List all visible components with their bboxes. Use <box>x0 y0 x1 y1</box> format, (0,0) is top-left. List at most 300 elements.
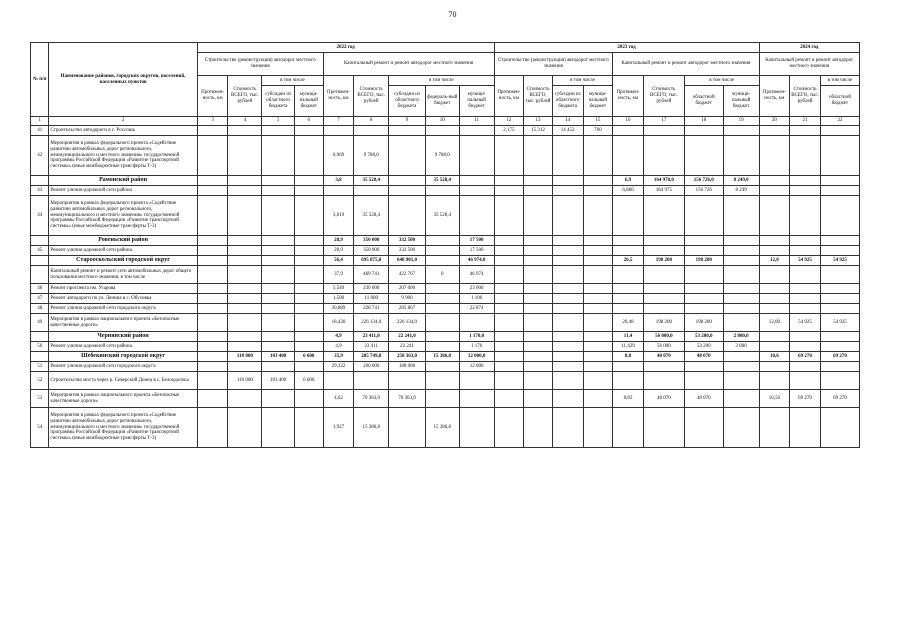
cell-col-18 <box>684 362 723 372</box>
cell-col-8: 350 000 <box>354 246 389 256</box>
cell-col-6: 6 600 <box>294 352 323 362</box>
district-subtotal-row <box>31 176 860 186</box>
header-cost: Стоимость ВСЕГО, тыс. рублей <box>790 76 821 117</box>
cell-col-9 <box>389 176 426 186</box>
cell-col-10 <box>425 126 459 136</box>
cell-col-17: 56 000,0 <box>643 332 684 342</box>
cell-col-9: 332 500 <box>389 236 426 246</box>
cell-col-14 <box>552 284 583 294</box>
column-number: 13 <box>524 117 553 126</box>
cell-col-4 <box>228 266 262 284</box>
cell-col-17 <box>643 236 684 246</box>
cell-col-19 <box>723 126 759 136</box>
cell-col-11: 22 874 <box>459 304 494 314</box>
row-number: 51 <box>31 362 49 372</box>
cell-col-7: 3,819 <box>323 196 354 236</box>
cell-col-6 <box>294 266 323 284</box>
cell-col-21 <box>790 362 821 372</box>
cell-col-4 <box>228 256 262 266</box>
cell-col-11: 46 974 <box>459 266 494 284</box>
header-cost: Стоимость ВСЕГО, тыс. рублей <box>228 76 262 117</box>
cell-col-4 <box>228 136 262 176</box>
row-name: Старооскольский городской округ <box>49 256 197 266</box>
column-number: 21 <box>790 117 821 126</box>
cell-col-7 <box>323 126 354 136</box>
cell-col-7: 29,322 <box>323 362 354 372</box>
header-construction-2022: Строительство (реконструкция) автодорог местного значения <box>197 53 323 76</box>
cell-col-6 <box>294 186 323 196</box>
cell-col-5 <box>262 332 295 342</box>
cell-col-13 <box>524 304 553 314</box>
cell-col-11: 12 000,0 <box>459 352 494 362</box>
cell-col-20 <box>759 136 790 176</box>
cell-col-5 <box>262 176 295 186</box>
row-name: Строительство автодороги в с. Россошь <box>49 126 197 136</box>
cell-col-16: 8,83 <box>613 390 644 408</box>
row-name: Строительство моста через р. Северский Донец в с. Белоодолока <box>49 372 197 390</box>
cell-col-22 <box>820 372 859 390</box>
cell-col-6 <box>294 126 323 136</box>
row-number: 50 <box>31 342 49 352</box>
table-row <box>31 372 860 390</box>
cell-col-21 <box>790 266 821 284</box>
cell-col-8: 695 875,0 <box>354 256 389 266</box>
cell-col-16 <box>613 136 644 176</box>
cell-col-16 <box>613 236 644 246</box>
cell-col-9: 226 134,0 <box>389 314 426 332</box>
cell-col-14 <box>552 266 583 284</box>
cell-col-18 <box>684 372 723 390</box>
cell-col-13 <box>524 352 553 362</box>
cell-col-14 <box>552 408 583 448</box>
cell-col-15 <box>583 136 613 176</box>
row-name: Ремонт улично-дорожной сети района <box>49 342 197 352</box>
cell-col-20 <box>759 176 790 186</box>
cell-col-19 <box>723 196 759 236</box>
cell-col-8: 11 000 <box>354 294 389 304</box>
cell-col-18: 48 070 <box>684 390 723 408</box>
header-length: Протяжен-ность, км <box>323 76 354 117</box>
cell-col-7: 56,4 <box>323 256 354 266</box>
cell-col-7: 1,500 <box>323 294 354 304</box>
cell-col-11 <box>459 314 494 332</box>
cell-col-13 <box>524 176 553 186</box>
cell-col-7: 18,430 <box>323 314 354 332</box>
row-name: Шебекинский городской округ <box>49 352 197 362</box>
column-number: 15 <box>583 117 613 126</box>
column-number: 9 <box>389 117 426 126</box>
cell-col-19 <box>723 362 759 372</box>
header-cost: Стоимость ВСЕГО, тыс. рублей <box>643 76 684 117</box>
row-number: 48 <box>31 304 49 314</box>
district-subtotal-row <box>31 352 860 362</box>
cell-col-5 <box>262 408 295 448</box>
header-subsidy-regional: субсидии из областного бюджета <box>262 86 295 117</box>
column-number: 8 <box>354 117 389 126</box>
cell-col-16: 11,4 <box>613 332 644 342</box>
row-number <box>31 352 49 362</box>
table-row <box>31 362 860 372</box>
cell-col-18: 48 070 <box>684 352 723 362</box>
cell-col-3 <box>197 314 228 332</box>
cell-col-22: 54 925 <box>820 256 859 266</box>
cell-col-20 <box>759 304 790 314</box>
cell-col-12 <box>494 236 524 246</box>
cell-col-22 <box>820 284 859 294</box>
cell-col-5 <box>262 246 295 256</box>
cell-col-7: 28,9 <box>323 246 354 256</box>
row-name: Чернянский район <box>49 332 197 342</box>
cell-col-20 <box>759 408 790 448</box>
cell-col-9: 258 363,0 <box>389 352 426 362</box>
header-cost: Стоимость ВСЕГО, тыс. рублей <box>524 76 553 117</box>
cell-col-10 <box>425 372 459 390</box>
district-subtotal-row <box>31 256 860 266</box>
cell-col-19 <box>723 256 759 266</box>
row-name: Ремонт улично-дорожной сети городского округа <box>49 362 197 372</box>
cell-col-12 <box>494 294 524 304</box>
cell-col-17: 48 070 <box>643 352 684 362</box>
cell-col-10 <box>425 314 459 332</box>
cell-col-14 <box>552 186 583 196</box>
table-body <box>31 126 860 448</box>
cell-col-16 <box>613 372 644 390</box>
cell-col-20 <box>759 294 790 304</box>
cell-col-15 <box>583 352 613 362</box>
column-number: 12 <box>494 117 524 126</box>
cell-col-6 <box>294 314 323 332</box>
cell-col-15 <box>583 390 613 408</box>
cell-col-7: 30,889 <box>323 304 354 314</box>
cell-col-20 <box>759 196 790 236</box>
header-subsidy-regional: субсидии из областного бюджета <box>389 86 426 117</box>
row-name: Мероприятия в рамках федерального проекта «Содействие развитию автомобильных дорог регионального, межмуниципального и местного значения» государственной программы Российской Федерации «Развитие транспортной системы» (иные межбюджетные трансферты Т-3) <box>49 136 197 176</box>
cell-col-9 <box>389 126 426 136</box>
cell-col-7: 4,9 <box>323 342 354 352</box>
row-number <box>31 332 49 342</box>
cell-col-16: 20,48 <box>613 314 644 332</box>
row-name: Ремонт улично-дорожной сети городского округа <box>49 304 197 314</box>
cell-col-20 <box>759 332 790 342</box>
row-name: Мероприятия в рамках федерального проекта «Содействие развитию автомобильных дорог регионального, межмуниципального и местного значения» государственной программы Российской Федерации «Развитие транспортной системы» (иные межбюджетные трансферты Т-3) <box>49 408 197 448</box>
cell-col-10 <box>425 342 459 352</box>
cell-col-7: 5,540 <box>323 284 354 294</box>
row-number: 46 <box>31 284 49 294</box>
row-name: Ровеньский район <box>49 236 197 246</box>
cell-col-13 <box>524 236 553 246</box>
cell-col-19: 8 249 <box>723 186 759 196</box>
header-repair-2024: Капитальный ремонт и ремонт автодорог местного значения <box>759 53 860 76</box>
cell-col-3 <box>197 256 228 266</box>
cell-col-22 <box>820 332 859 342</box>
cell-col-3 <box>197 196 228 236</box>
cell-col-9 <box>389 408 426 448</box>
row-name: Рамонский район <box>49 176 197 186</box>
cell-col-21: 54 925 <box>790 314 821 332</box>
cell-col-20 <box>759 236 790 246</box>
cell-col-19 <box>723 408 759 448</box>
table-row <box>31 304 860 314</box>
row-number <box>31 176 49 186</box>
cell-col-5 <box>262 266 295 284</box>
cell-col-17 <box>643 372 684 390</box>
header-including: в том числе <box>262 76 323 86</box>
cell-col-17: 198 200 <box>643 314 684 332</box>
cell-col-20 <box>759 284 790 294</box>
cell-col-4 <box>228 284 262 294</box>
header-municipal: муници-пальный бюджет <box>723 86 759 117</box>
cell-col-5: 103 400 <box>262 352 295 362</box>
cell-col-4 <box>228 186 262 196</box>
cell-col-4 <box>228 236 262 246</box>
cell-col-8: 230 000 <box>354 284 389 294</box>
cell-col-6: 6 600 <box>294 372 323 390</box>
header-length: Протяжен-ность, км <box>759 76 790 117</box>
column-number: 10 <box>425 117 459 126</box>
column-number: 3 <box>197 117 228 126</box>
cell-col-10: 15 386,8 <box>425 352 459 362</box>
cell-col-15 <box>583 196 613 236</box>
cell-col-4: 110 000 <box>228 352 262 362</box>
cell-col-17: 56 000 <box>643 342 684 352</box>
row-name: Капитальный ремонт и ремонт сети автомобильных дорог общего пользования местного значения, в том числе <box>49 266 197 284</box>
cell-col-20 <box>759 342 790 352</box>
cell-col-6 <box>294 408 323 448</box>
cell-col-10: 15 386,8 <box>425 408 459 448</box>
cell-col-15 <box>583 294 613 304</box>
cell-col-12 <box>494 332 524 342</box>
cell-col-19 <box>723 294 759 304</box>
cell-col-8: 23 411 <box>354 342 389 352</box>
cell-col-18 <box>684 126 723 136</box>
cell-col-13 <box>524 372 553 390</box>
cell-col-10 <box>425 236 459 246</box>
cell-col-14 <box>552 136 583 176</box>
cell-col-17 <box>643 408 684 448</box>
row-number: 53 <box>31 390 49 408</box>
row-number <box>31 266 49 284</box>
header-no: № п/п <box>31 43 49 117</box>
cell-col-11: 23 000 <box>459 284 494 294</box>
cell-col-13 <box>524 284 553 294</box>
cell-col-4: 110 000 <box>228 372 262 390</box>
cell-col-17: 164 975 <box>643 186 684 196</box>
row-number: 52 <box>31 372 49 390</box>
cell-col-9: 9 900 <box>389 294 426 304</box>
cell-col-7: 37,9 <box>323 266 354 284</box>
cell-col-3 <box>197 390 228 408</box>
table-row <box>31 186 860 196</box>
header-municipal: муници-пальный бюджет <box>459 86 494 117</box>
cell-col-17 <box>643 362 684 372</box>
cell-col-14 <box>552 294 583 304</box>
cell-col-10 <box>425 332 459 342</box>
row-number: 44 <box>31 196 49 236</box>
cell-col-3 <box>197 186 228 196</box>
header-federal: федераль-ный бюджет <box>425 86 459 117</box>
cell-col-5 <box>262 390 295 408</box>
table-header <box>31 43 860 126</box>
cell-col-18: 198 200 <box>684 256 723 266</box>
cell-col-22 <box>820 246 859 256</box>
cell-col-9 <box>389 196 426 236</box>
cell-col-12 <box>494 284 524 294</box>
cell-col-17: 48 070 <box>643 390 684 408</box>
cell-col-5 <box>262 362 295 372</box>
cell-col-18 <box>684 236 723 246</box>
cell-col-6 <box>294 246 323 256</box>
row-number <box>31 236 49 246</box>
header-including: в том числе <box>684 76 759 86</box>
cell-col-11: 1 170,0 <box>459 332 494 342</box>
cell-col-8: 35 528,4 <box>354 176 389 186</box>
cell-col-11 <box>459 372 494 390</box>
cell-col-14 <box>552 256 583 266</box>
cell-col-3 <box>197 408 228 448</box>
cell-col-12 <box>494 136 524 176</box>
cell-col-17 <box>643 304 684 314</box>
page-number: 70 <box>448 10 457 19</box>
cell-col-9: 207 000 <box>389 284 426 294</box>
cell-col-15 <box>583 246 613 256</box>
cell-col-13 <box>524 256 553 266</box>
cell-col-3 <box>197 246 228 256</box>
cell-col-3 <box>197 352 228 362</box>
cell-col-21 <box>790 284 821 294</box>
cell-col-3 <box>197 266 228 284</box>
header-regional: областной бюджет <box>684 86 723 117</box>
cell-col-16 <box>613 294 644 304</box>
row-number: 42 <box>31 136 49 176</box>
cell-col-5 <box>262 342 295 352</box>
cell-col-9: 70 363,0 <box>389 390 426 408</box>
cell-col-21: 69 270 <box>790 352 821 362</box>
table-row <box>31 136 860 176</box>
cell-col-5 <box>262 126 295 136</box>
cell-col-3 <box>197 342 228 352</box>
cell-col-22 <box>820 304 859 314</box>
cell-col-4 <box>228 246 262 256</box>
cell-col-13 <box>524 136 553 176</box>
cell-col-14 <box>552 196 583 236</box>
row-name: Мероприятия в рамках национального проекта «Безопасные качественные дороги» <box>49 314 197 332</box>
cell-col-4 <box>228 314 262 332</box>
cell-col-6 <box>294 284 323 294</box>
header-subsidy-regional: субсидии из областного бюджета <box>552 86 583 117</box>
table-row <box>31 196 860 236</box>
cell-col-16 <box>613 408 644 448</box>
cell-col-10 <box>425 284 459 294</box>
table-row <box>31 314 860 332</box>
header-length: Протяжен-ность, км <box>613 76 644 117</box>
cell-col-11 <box>459 390 494 408</box>
row-number: 47 <box>31 294 49 304</box>
cell-col-18 <box>684 284 723 294</box>
cell-col-14 <box>552 352 583 362</box>
cell-col-15 <box>583 314 613 332</box>
cell-col-19 <box>723 352 759 362</box>
cell-col-18 <box>684 136 723 176</box>
cell-col-4 <box>228 294 262 304</box>
header-municipal: муници-пальный бюджет <box>294 86 323 117</box>
cell-col-18 <box>684 266 723 284</box>
row-number: 49 <box>31 314 49 332</box>
cell-col-16: 20,5 <box>613 256 644 266</box>
cell-col-18 <box>684 408 723 448</box>
cell-col-17 <box>643 246 684 256</box>
cell-col-11 <box>459 186 494 196</box>
header-construction-2023: Строительство (реконструкция) автодорог местного значения <box>494 53 613 76</box>
cell-col-12 <box>494 372 524 390</box>
cell-col-5 <box>262 304 295 314</box>
cell-col-4 <box>228 390 262 408</box>
cell-col-20 <box>759 372 790 390</box>
table-row <box>31 408 860 448</box>
cell-col-16 <box>613 362 644 372</box>
cell-col-21: 69 270 <box>790 390 821 408</box>
cell-col-4 <box>228 342 262 352</box>
cell-col-5 <box>262 136 295 176</box>
cell-col-21 <box>790 196 821 236</box>
cell-col-9 <box>389 186 426 196</box>
cell-col-5: 103 400 <box>262 372 295 390</box>
cell-col-19 <box>723 390 759 408</box>
cell-col-19 <box>723 372 759 390</box>
cell-col-21 <box>790 332 821 342</box>
cell-col-14 <box>552 332 583 342</box>
cell-col-16 <box>613 284 644 294</box>
cell-col-19: 2 800 <box>723 342 759 352</box>
cell-col-20: 12,0 <box>759 256 790 266</box>
cell-col-15: 760 <box>583 126 613 136</box>
cell-col-12 <box>494 266 524 284</box>
column-number: 7 <box>323 117 354 126</box>
cell-col-13 <box>524 362 553 372</box>
row-number: 54 <box>31 408 49 448</box>
cell-col-10 <box>425 294 459 304</box>
cell-col-20 <box>759 186 790 196</box>
cell-col-3 <box>197 136 228 176</box>
row-name: Мероприятия в рамках федерального проекта «Содействие развитию автомобильных дорог регионального, межмуниципального и местного значения» государственной программы Российской Федерации «Развитие транспортной системы» (иные межбюджетные трансферты Т-3) <box>49 196 197 236</box>
table-row <box>31 126 860 136</box>
cell-col-12 <box>494 176 524 186</box>
cell-col-14 <box>552 236 583 246</box>
cell-col-21 <box>790 246 821 256</box>
cell-col-18: 53 200,0 <box>684 332 723 342</box>
table-row <box>31 390 860 408</box>
cell-col-10 <box>425 186 459 196</box>
cell-col-5 <box>262 196 295 236</box>
cell-col-20 <box>759 266 790 284</box>
cell-col-16 <box>613 246 644 256</box>
cell-col-13: 15 212 <box>524 126 553 136</box>
cell-col-16 <box>613 126 644 136</box>
cell-col-21 <box>790 294 821 304</box>
cell-col-10 <box>425 256 459 266</box>
cell-col-5 <box>262 314 295 332</box>
cell-col-13 <box>524 342 553 352</box>
cell-col-22 <box>820 186 859 196</box>
cell-col-19 <box>723 304 759 314</box>
cell-col-12 <box>494 390 524 408</box>
cell-col-22: 69 270 <box>820 390 859 408</box>
header-including: в том числе <box>820 76 859 86</box>
cell-col-3 <box>197 126 228 136</box>
cell-col-4 <box>228 126 262 136</box>
cell-col-13 <box>524 314 553 332</box>
cell-col-5 <box>262 284 295 294</box>
cell-col-22 <box>820 136 859 176</box>
